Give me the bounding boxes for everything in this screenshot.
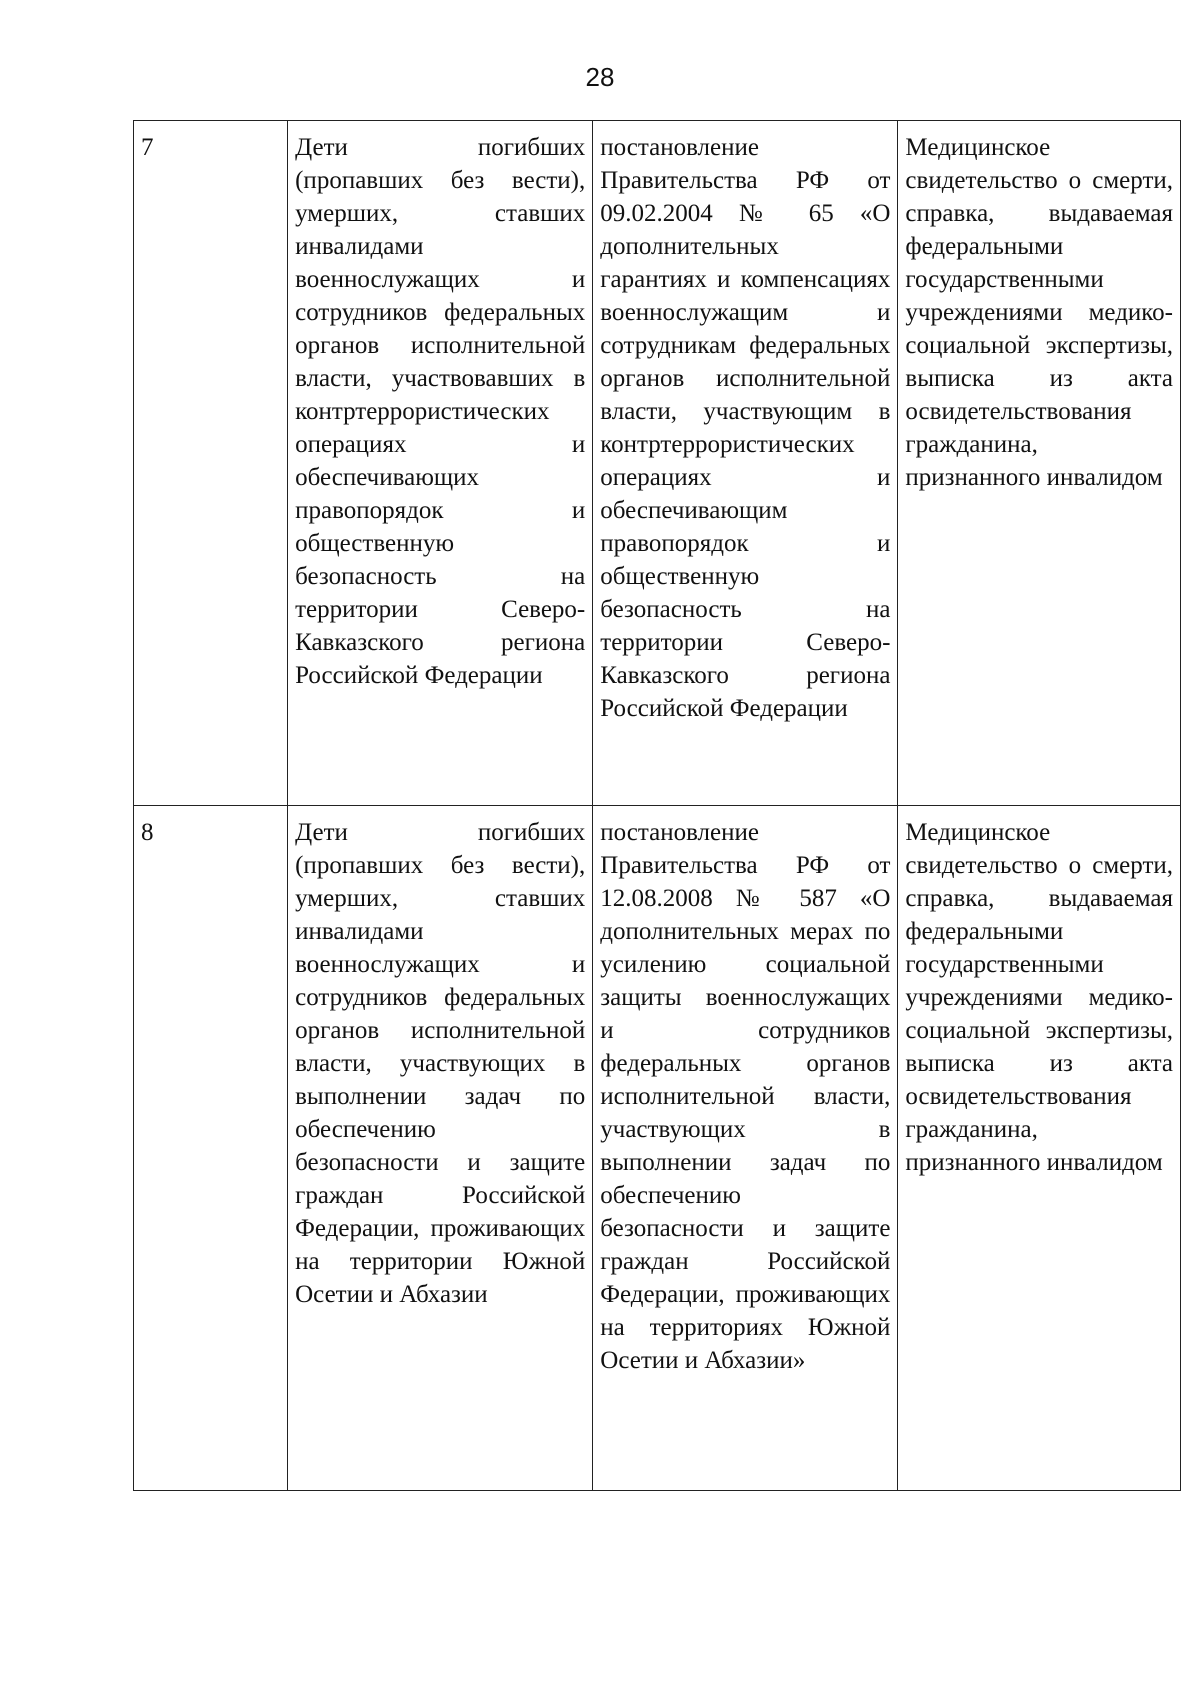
legal-act: постановление Правительства РФ от 09.02.2004 № 65 «О дополнительных гарантиях и компенсациях военнослужащим и сотрудникам федеральных органов исполнительной власти, участвующим в контртеррористических операциях и обеспечивающим правопорядок и общественную безопасность на территории Северо-Кавказского региона Российской Федерации: [593, 121, 898, 806]
row-number: 8: [134, 806, 288, 1491]
recipient-category: Дети погибших (пропавших без вести), умерших, ставших инвалидами военнослужащих и сотрудников федеральных органов исполнительной власти, участвующих в выполнении задач по обеспечению безопасности и защите граждан Российской Федерации, проживающих на территории Южной Осетии и Абхазии: [288, 806, 593, 1491]
table-row: [134, 806, 1181, 1491]
required-documents: Медицинское свидетельство о смерти, справка, выдаваемая федеральными государственными учреждениями медико-социальной экспертизы, выписка из акта освидетельствования гражданина, признанного инвалидом: [898, 806, 1181, 1491]
benefits-table: [133, 120, 1181, 1491]
page-number: 28: [585, 62, 615, 92]
row-number: 7: [134, 121, 288, 806]
required-documents: Медицинское свидетельство о смерти, справка, выдаваемая федеральными государственными учреждениями медико-социальной экспертизы, выписка из акта освидетельствования гражданина, признанного инвалидом: [898, 121, 1181, 806]
recipient-category: Дети погибших (пропавших без вести), умерших, ставших инвалидами военнослужащих и сотрудников федеральных органов исполнительной власти, участвовавших в контртеррористических операциях и обеспечивающих правопорядок и общественную безопасность на территории Северо-Кавказского региона Российской Федерации: [288, 121, 593, 806]
legal-act: постановление Правительства РФ от 12.08.2008 № 587 «О дополнительных мерах по усилению социальной защиты военнослужащих и сотрудников федеральных органов исполнительной власти, участвующих в выполнении задач по обеспечению безопасности и защите граждан Российской Федерации, проживающих на территориях Южной Осетии и Абхазии»: [593, 806, 898, 1491]
table-row: [134, 121, 1181, 806]
